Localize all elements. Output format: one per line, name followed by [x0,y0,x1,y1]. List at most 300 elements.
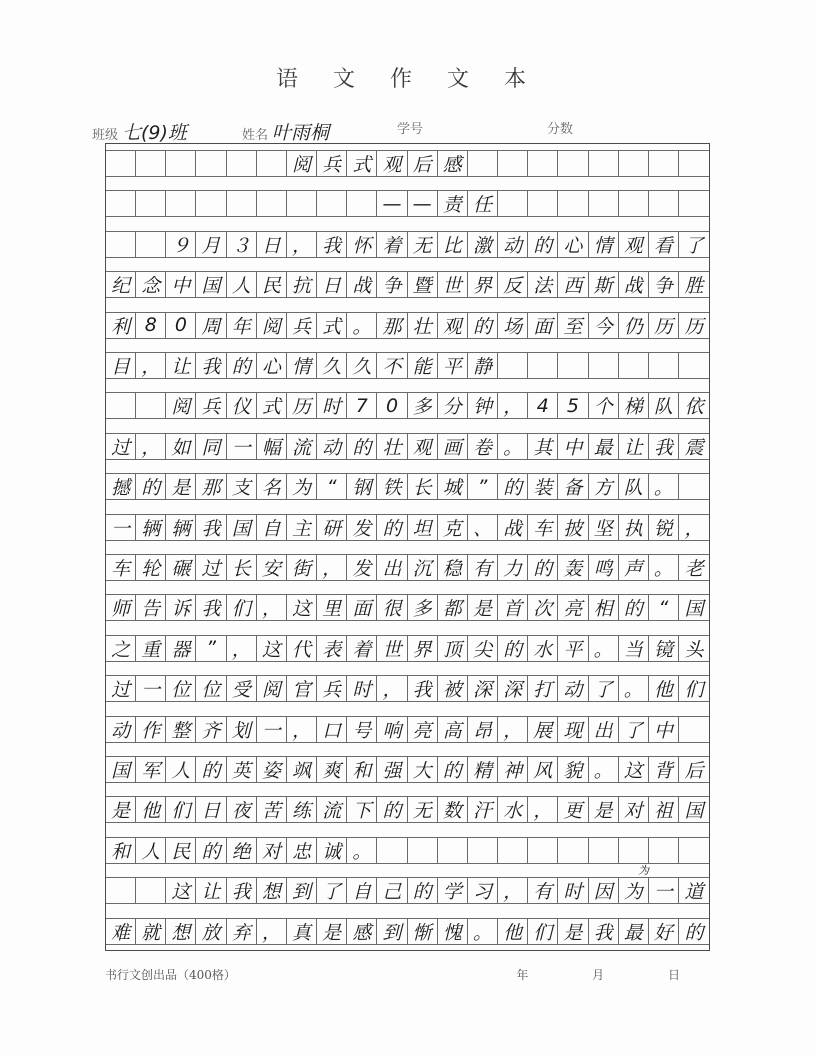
grid-cell: 了 [317,877,347,904]
name-value: 叶雨桐 [272,122,330,144]
grid-cell: 和 [106,837,136,864]
grid-cell: 发 [347,554,377,581]
grid-cell [106,231,136,258]
grid-row [106,877,709,904]
grid-cell: 了 [679,231,709,258]
grid-cell: 夜 [227,796,257,823]
grid-cell: ” [196,635,226,662]
grid-cell: ， [257,918,287,945]
grid-cell: — [377,190,407,217]
grid-cell: 到 [287,877,317,904]
grid-cell [136,190,166,217]
grid-cell: 我 [317,231,347,258]
grid-cell: 真 [287,918,317,945]
grid-cell [498,190,528,217]
grid-cell: 中 [558,433,588,460]
grid-cell: 历 [679,312,709,339]
grid-cell: 精 [468,756,498,783]
grid-cell: 姿 [257,756,287,783]
grid-cell: 过 [106,675,136,702]
grid-cell: ， [679,514,709,541]
grid-cell: 他 [498,918,528,945]
grid-cell: 斯 [589,271,619,298]
grid-cell: 面 [528,312,558,339]
grid-cell: 们 [166,796,196,823]
grid-cell: 多 [408,594,438,621]
grid-cell: 反 [498,271,528,298]
grid-cell: 学 [438,877,468,904]
grid-cell: 对 [619,796,649,823]
grid-cell: 感 [438,150,468,177]
grid-cell [166,150,196,177]
grid-row [106,271,709,298]
grid-cell: 师 [106,594,136,621]
grid-cell: 队 [619,473,649,500]
grid-cell [649,150,679,177]
grid-cell: 我 [196,594,226,621]
grid-cell: 日 [196,796,226,823]
grid-cell: 高 [438,716,468,743]
grid-cell: 是 [589,796,619,823]
grid-cell: 的 [528,554,558,581]
grid-cell [408,837,438,864]
grid-cell: ， [528,796,558,823]
grid-cell [106,877,136,904]
grid-cell: 神 [498,756,528,783]
grid-cell: 的 [136,473,166,500]
grid-cell: 军 [136,756,166,783]
grid-cell: 备 [558,473,588,500]
grid-cell: 安 [257,554,287,581]
grid-cell [317,190,347,217]
grid-cell: 坚 [589,514,619,541]
grid-cell: 法 [528,271,558,298]
grid-cell: 亮 [558,594,588,621]
grid-cell: 无 [408,231,438,258]
grid-cell: 不 [377,352,407,379]
grid-cell: 习 [468,877,498,904]
grid-cell: 静 [468,352,498,379]
grid-cell: 。 [468,918,498,945]
grid-cell: 力 [498,554,528,581]
grid-row [106,837,709,864]
grid-cell: 英 [227,756,257,783]
grid-cell: 里 [317,594,347,621]
grid-cell [136,877,166,904]
grid-row [106,392,709,419]
grid-row [106,514,709,541]
grid-cell: 器 [166,635,196,662]
grid-row [106,918,709,945]
grid-cell: 沉 [408,554,438,581]
grid-cell: 是 [558,918,588,945]
grid-cell: 争 [377,271,407,298]
grid-cell: 官 [287,675,317,702]
grid-row [106,190,709,217]
grid-cell: 暨 [408,271,438,298]
grid-cell: 一 [257,716,287,743]
grid-cell: 都 [438,594,468,621]
grid-cell: — [408,190,438,217]
grid-cell: 自 [257,514,287,541]
grid-cell: 。 [589,756,619,783]
writing-grid [105,143,710,951]
grid-cell: 。 [589,635,619,662]
grid-cell: 支 [227,473,257,500]
grid-cell: 梯 [619,392,649,419]
student-info-row [92,112,732,142]
grid-cell: 。 [347,837,377,864]
grid-cell: 好 [649,918,679,945]
grid-cell: 过 [196,554,226,581]
grid-cell: 久 [347,352,377,379]
grid-cell: 这 [257,635,287,662]
grid-cell: 代 [287,635,317,662]
grid-cell: 装 [528,473,558,500]
grid-cell [619,150,649,177]
grid-cell: 这 [619,756,649,783]
grid-cell: 界 [468,271,498,298]
grid-cell: 平 [438,352,468,379]
grid-cell: 绝 [227,837,257,864]
grid-cell [347,190,377,217]
grid-cell: 画 [438,433,468,460]
grid-cell: 动 [498,231,528,258]
grid-cell [649,190,679,217]
grid-cell: 利 [106,312,136,339]
grid-cell: 老 [679,554,709,581]
grid-cell: 轰 [558,554,588,581]
grid-cell: 锐 [649,514,679,541]
grid-cell: 如 [166,433,196,460]
grid-cell: 表 [317,635,347,662]
grid-cell: 重 [136,635,166,662]
grid-cell [106,150,136,177]
grid-cell: 自 [347,877,377,904]
grid-cell: 碾 [166,554,196,581]
grid-cell: 。 [347,312,377,339]
grid-cell: 们 [679,675,709,702]
grid-cell: 那 [196,473,226,500]
grid-cell: 一 [649,877,679,904]
grid-cell [619,352,649,379]
grid-cell: 流 [317,796,347,823]
grid-cell: 披 [558,514,588,541]
grid-cell: 其 [528,433,558,460]
grid-cell: 争 [649,271,679,298]
grid-cell: 因 [589,877,619,904]
grid-cell: 。 [649,473,679,500]
grid-cell: 这 [166,877,196,904]
grid-cell: 式 [347,150,377,177]
grid-cell: 执 [619,514,649,541]
grid-cell: 阅 [166,392,196,419]
grid-cell: 放 [196,918,226,945]
grid-cell: 貌 [558,756,588,783]
grid-cell: 了 [589,675,619,702]
grid-cell [558,837,588,864]
grid-cell: ， [498,392,528,419]
class-field [92,118,187,145]
grid-cell: 动 [558,675,588,702]
grid-cell: 阅 [287,150,317,177]
grid-cell: “ [317,473,347,500]
grid-row [106,312,709,339]
grid-cell: 日 [257,231,287,258]
grid-cell: 卷 [468,433,498,460]
grid-cell: 愧 [438,918,468,945]
grid-cell: ” [468,473,498,500]
grid-cell: 5 [558,392,588,419]
grid-cell: 和 [347,756,377,783]
grid-cell: 观 [619,231,649,258]
grid-cell: 感 [347,918,377,945]
grid-cell [468,150,498,177]
grid-cell: 我 [589,918,619,945]
grid-cell: ， [498,716,528,743]
grid-cell: 尖 [468,635,498,662]
grid-cell: 式 [317,312,347,339]
grid-cell: 场 [498,312,528,339]
grid-cell: 看 [649,231,679,258]
publisher-note: 书行文创出品（400格） [105,968,236,982]
grid-cell: 国 [196,271,226,298]
grid-cell: 作 [136,716,166,743]
grid-cell: 是 [317,918,347,945]
grid-cell: 有 [528,877,558,904]
grid-row [106,635,709,662]
grid-cell: 7 [347,392,377,419]
grid-cell: 次 [528,594,558,621]
grid-cell: 的 [528,231,558,258]
grid-cell: 。 [498,433,528,460]
grid-cell: 大 [408,756,438,783]
grid-cell: 抗 [287,271,317,298]
grid-cell: 人 [227,271,257,298]
grid-cell [377,837,407,864]
grid-cell: 轮 [136,554,166,581]
grid-row [106,554,709,581]
grid-cell: 久 [317,352,347,379]
grid-cell: 心 [558,231,588,258]
grid-cell [166,190,196,217]
grid-cell: 现 [558,716,588,743]
grid-cell: 月 [196,231,226,258]
grid-cell [558,150,588,177]
grid-cell: 让 [166,352,196,379]
grid-cell [257,190,287,217]
grid-cell: ， [498,877,528,904]
grid-cell: 更 [558,796,588,823]
grid-cell: 的 [498,635,528,662]
grid-cell: 对 [257,837,287,864]
grid-cell: 目 [106,352,136,379]
grid-cell: 位 [196,675,226,702]
grid-cell: 为 [287,473,317,500]
grid-cell: 的 [438,756,468,783]
grid-cell [257,150,287,177]
grid-cell: 让 [196,877,226,904]
grid-cell: 观 [408,433,438,460]
grid-row [106,594,709,621]
grid-cell: 长 [408,473,438,500]
grid-cell [106,392,136,419]
grid-cell: 研 [317,514,347,541]
grid-cell: 一 [136,675,166,702]
grid-cell: 动 [106,716,136,743]
grid-cell: 纪 [106,271,136,298]
grid-cell: 时 [347,675,377,702]
grid-cell: 克 [438,514,468,541]
grid-cell: 战 [498,514,528,541]
grid-cell: 0 [166,312,196,339]
grid-cell: 车 [528,514,558,541]
grid-cell: 情 [589,231,619,258]
grid-cell: 日 [317,271,347,298]
grid-cell: 人 [166,756,196,783]
grid-cell: 想 [257,877,287,904]
grid-cell [619,837,649,864]
grid-cell: 观 [438,312,468,339]
class-label: 班级 [92,128,119,143]
grid-cell: 任 [468,190,498,217]
grid-row [106,675,709,702]
grid-cell: ， [257,594,287,621]
grid-cell: 鸣 [589,554,619,581]
grid-cell: 面 [347,594,377,621]
grid-row [106,473,709,500]
grid-cell: 诉 [166,594,196,621]
grid-cell: 深 [498,675,528,702]
date-labels: 年 月 日 [516,968,710,982]
grid-cell [679,716,709,743]
grid-cell: 爽 [317,756,347,783]
grid-cell: 我 [196,514,226,541]
grid-cell: 中 [649,716,679,743]
grid-cell [558,190,588,217]
grid-cell: 声 [619,554,649,581]
grid-row [106,716,709,743]
grid-cell: 国 [106,756,136,783]
grid-cell: 激 [468,231,498,258]
grid-cell: 是 [106,796,136,823]
grid-cell: 幅 [257,433,287,460]
grid-cell: 战 [347,271,377,298]
grid-cell: 钢 [347,473,377,500]
grid-cell: 。 [619,675,649,702]
grid-cell: 观 [377,150,407,177]
grid-cell: 们 [528,918,558,945]
grid-cell: 昂 [468,716,498,743]
grid-cell: 苦 [257,796,287,823]
grid-cell: 多 [408,392,438,419]
grid-cell: 被 [438,675,468,702]
grid-cell [679,352,709,379]
grid-cell: “ [649,594,679,621]
grid-cell: 车 [106,554,136,581]
name-label: 姓名 [242,128,269,143]
grid-cell: 一 [227,433,257,460]
grid-cell: 整 [166,716,196,743]
grid-cell: 后 [679,756,709,783]
grid-cell: 兵 [196,392,226,419]
grid-cell: 街 [287,554,317,581]
grid-cell: ， [317,554,347,581]
grid-cell: 数 [438,796,468,823]
grid-cell: ９ [166,231,196,258]
correction-annotation: 为 [638,864,649,877]
grid-cell: 主 [287,514,317,541]
grid-cell: 至 [558,312,588,339]
grid-cell [136,150,166,177]
grid-cell: 是 [468,594,498,621]
grid-cell [589,190,619,217]
grid-cell: 的 [408,877,438,904]
grid-cell: 心 [257,352,287,379]
grid-cell: 念 [136,271,166,298]
grid-cell: ， [287,231,317,258]
grid-cell: 头 [679,635,709,662]
grid-cell [589,352,619,379]
grid-cell: 深 [468,675,498,702]
grid-cell: 最 [589,433,619,460]
grid-cell: 铁 [377,473,407,500]
grid-cell: 的 [227,352,257,379]
grid-cell: 为 [619,877,649,904]
grid-cell [619,190,649,217]
grid-cell: 他 [649,675,679,702]
grid-cell: 名 [257,473,287,500]
grid-cell: 练 [287,796,317,823]
grid-row [106,433,709,460]
grid-cell: 受 [227,675,257,702]
grid-cell: 辆 [166,514,196,541]
grid-cell: 怀 [347,231,377,258]
grid-cell: 西 [558,271,588,298]
grid-cell: 4 [528,392,558,419]
grid-cell [679,190,709,217]
grid-cell: 国 [679,594,709,621]
grid-cell: 时 [317,392,347,419]
grid-cell: 就 [136,918,166,945]
grid-cell: 们 [227,594,257,621]
grid-cell: 难 [106,918,136,945]
grid-cell: ， [377,675,407,702]
grid-cell: 惭 [408,918,438,945]
grid-cell: 的 [498,473,528,500]
grid-cell: 个 [589,392,619,419]
grid-cell: 坦 [408,514,438,541]
grid-cell [558,352,588,379]
grid-cell: 相 [589,594,619,621]
grid-cell: 忠 [287,837,317,864]
grid-cell: 位 [166,675,196,702]
student-id-field [397,118,423,137]
grid-cell: 仍 [619,312,649,339]
grid-row [106,756,709,783]
grid-cell: 是 [166,473,196,500]
grid-cell: 诚 [317,837,347,864]
grid-cell: 水 [528,635,558,662]
grid-cell: 道 [679,877,709,904]
grid-cell: 动 [317,433,347,460]
grid-cell: 长 [227,554,257,581]
grid-cell: 我 [196,352,226,379]
grid-cell: 情 [287,352,317,379]
grid-cell: 兵 [317,675,347,702]
grid-cell: 我 [408,675,438,702]
grid-cell: 8 [136,312,166,339]
